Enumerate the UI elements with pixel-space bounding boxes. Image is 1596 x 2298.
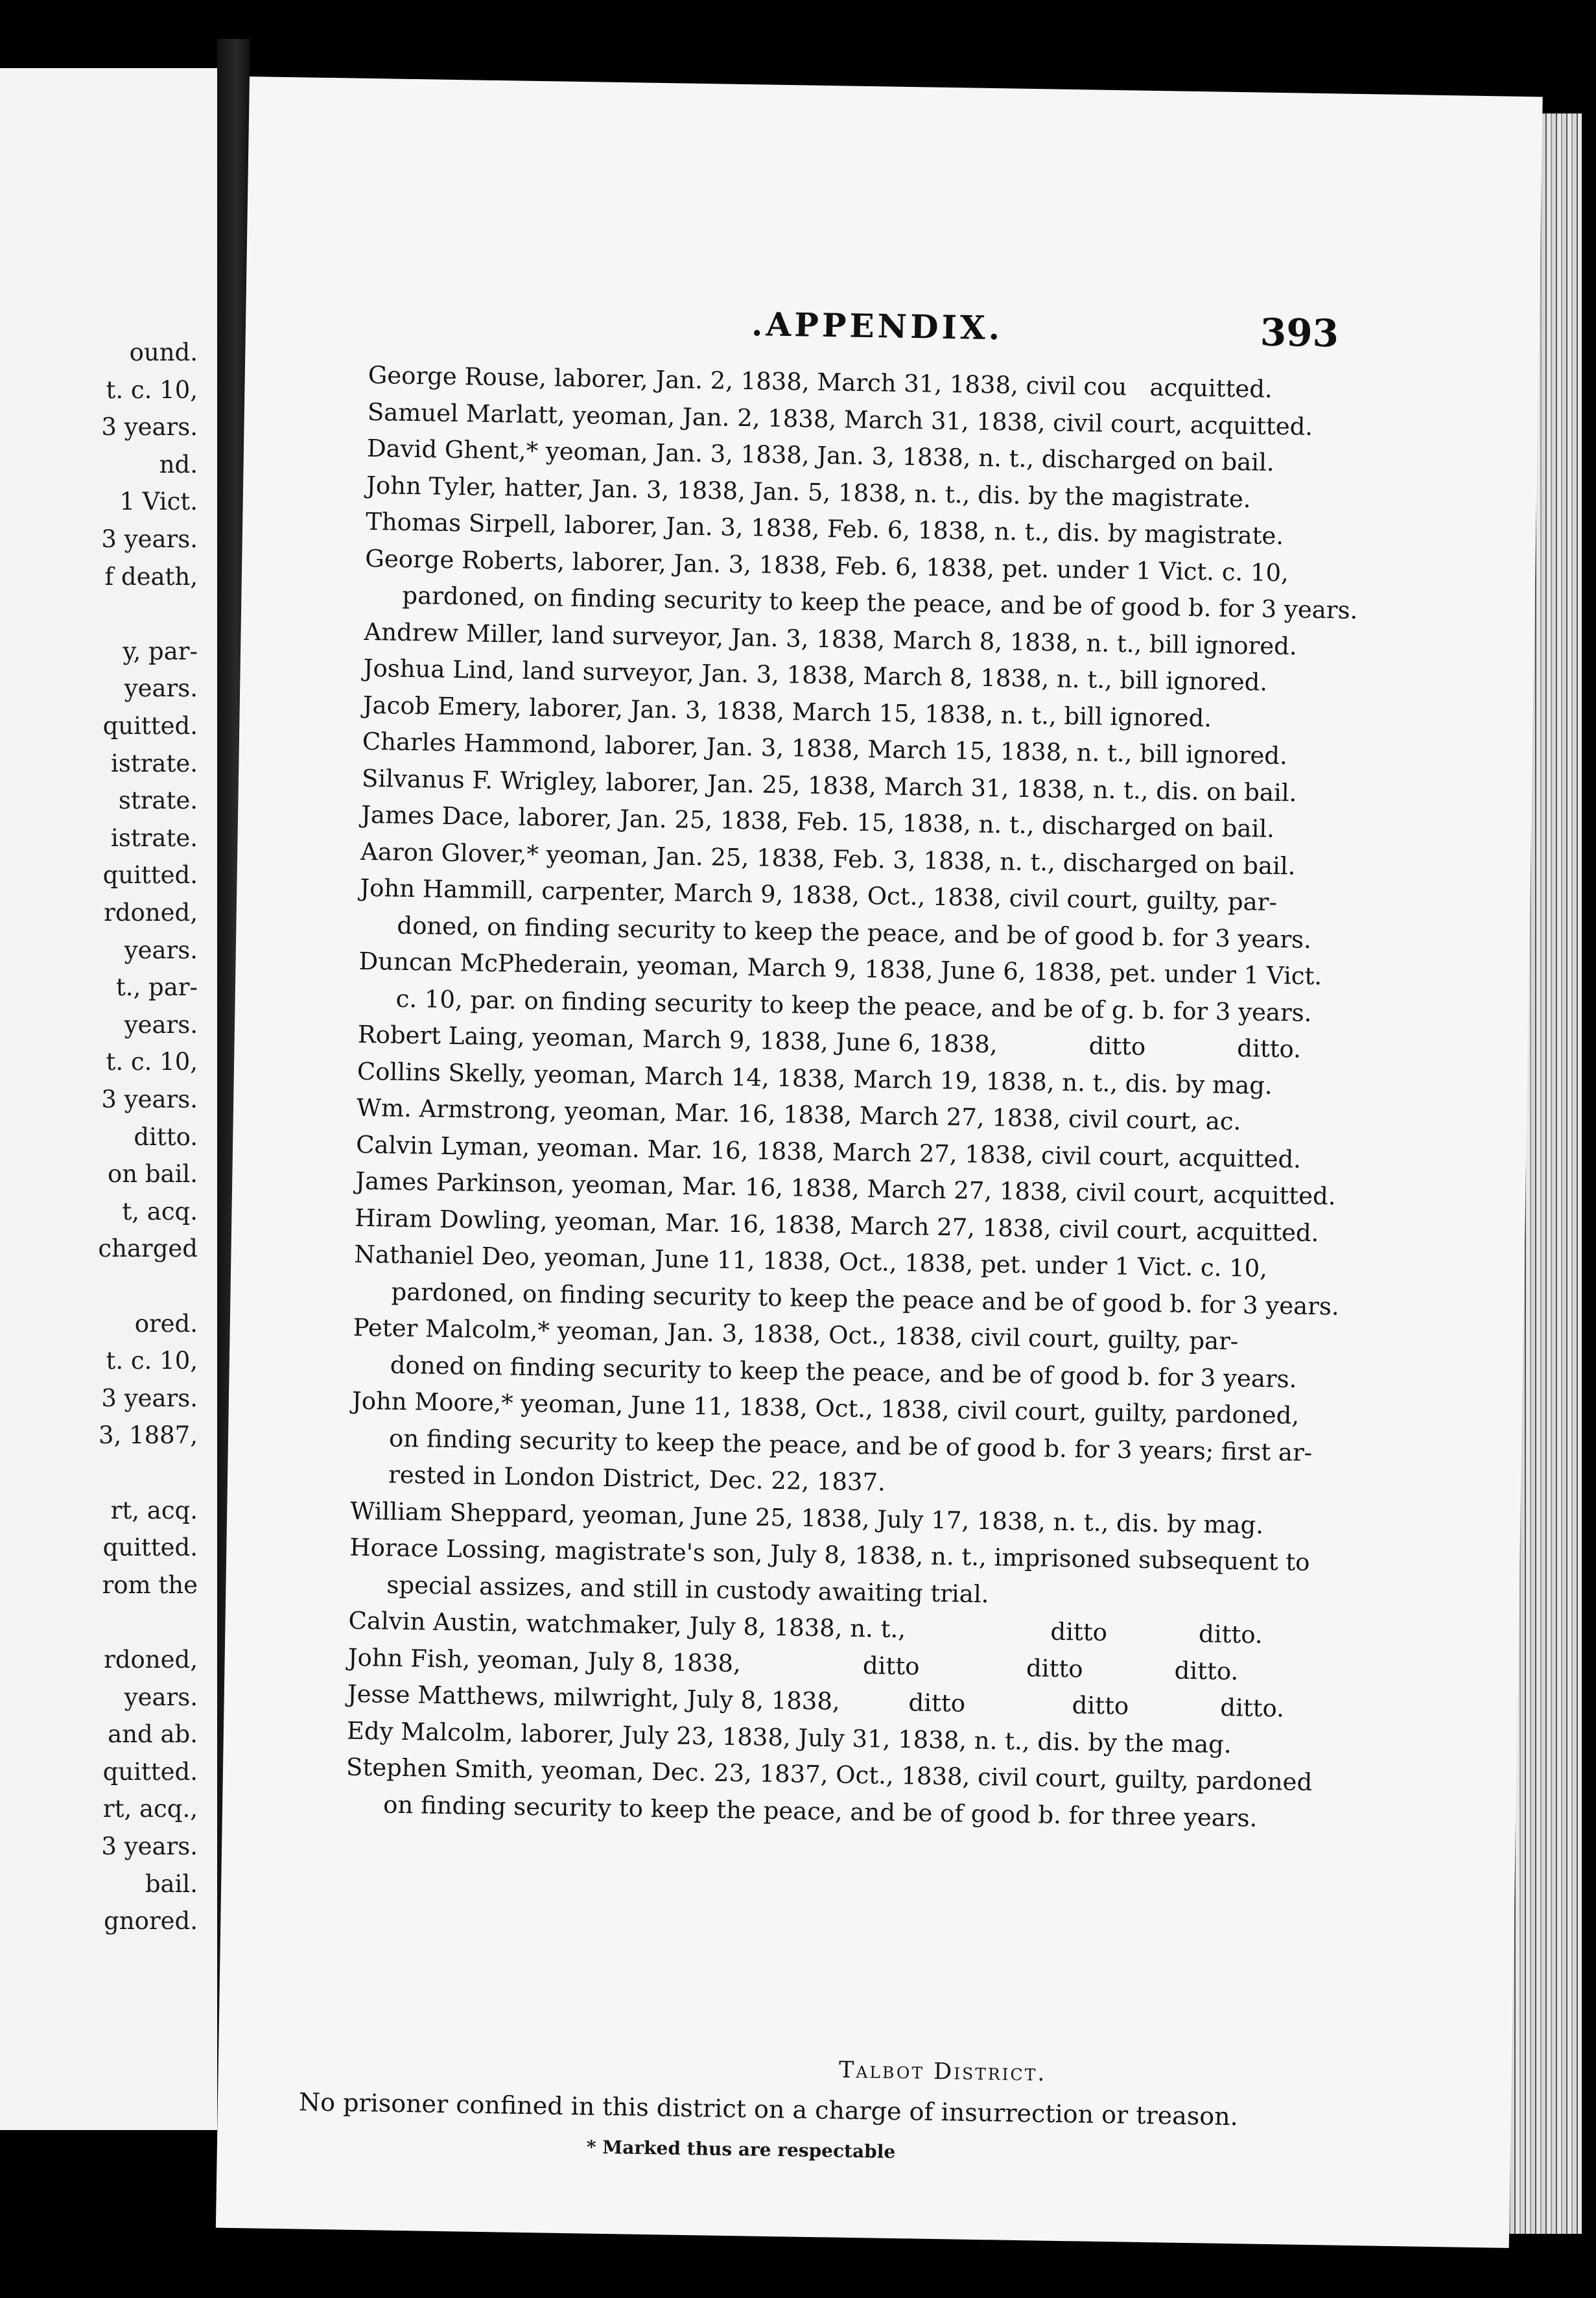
entry-line: Nathaniel Deo, yeoman, June 11, 1838, Oct., 1838, pet. under 1 Vict. c. 10, xyxy=(354,1240,1268,1283)
entry-line: John Tyler, hatter, Jan. 3, 1838, Jan. 5, 1838, n. t., dis. by the magistrate. xyxy=(366,471,1251,513)
entry-line: Duncan McPhederain, yeoman, March 9, 1838, June 6, 1838, pet. under 1 Vict. xyxy=(358,947,1322,991)
entry-line: John Hammill, carpenter, March 9, 1838, Oct., 1838, civil court, guilty, par- xyxy=(360,873,1278,917)
entry-line: Edy Malcolm, laborer, July 23, 1838, July 31, 1838, n. t., dis. by the mag. xyxy=(346,1716,1232,1759)
left-page-line: 3 years. xyxy=(101,1832,198,1860)
left-page-line: ound. xyxy=(129,338,198,366)
entry-line: George Roberts, laborer, Jan. 3, 1838, Feb. 6, 1838, pet. under 1 Vict. c. 10, xyxy=(365,544,1289,587)
entry-line: Samuel Marlatt, yeoman, Jan. 2, 1838, March 31, 1838, civil court, acquitted. xyxy=(367,397,1313,441)
entry-line: Stephen Smith, yeoman, Dec. 23, 1837, Oct., 1838, civil court, guilty, pardoned xyxy=(346,1753,1313,1797)
entry-line: Jesse Matthews, milwright, July 8, 1838, ditto ditto ditto. xyxy=(347,1679,1285,1723)
left-page-line: ored. xyxy=(134,1309,198,1338)
left-page-line: quitted. xyxy=(102,861,198,890)
left-page-line: years. xyxy=(124,1683,198,1711)
entry-line: Andrew Miller, land surveyor, Jan. 3, 1838, March 8, 1838, n. t., bill ignored. xyxy=(364,617,1298,660)
left-page-line: t. c. 10, xyxy=(106,1347,198,1375)
entry-line: David Ghent,* yeoman, Jan. 3, 1838, Jan. 3, 1838, n. t., discharged on bail. xyxy=(366,434,1275,477)
left-page-line: years. xyxy=(124,936,198,964)
left-page-line: 3 years. xyxy=(101,1085,198,1113)
entry-line: special assizes, and still in custody awaiting trial. xyxy=(386,1570,989,1608)
left-page-line: 3 years. xyxy=(101,1384,198,1412)
left-page-line: istrate. xyxy=(111,823,198,852)
entry-line: doned, on finding security to keep the peace, and be of good b. for 3 years. xyxy=(397,911,1312,954)
left-page-line: bail. xyxy=(145,1869,198,1898)
left-page-line: ditto. xyxy=(134,1122,198,1151)
entry-line: Joshua Lind, land surveyor, Jan. 3, 1838, March 8, 1838, n. t., bill ignored. xyxy=(363,654,1268,696)
left-facing-page xyxy=(0,68,217,2130)
left-page-line: charged xyxy=(98,1235,198,1263)
entry-line: rested in London District, Dec. 22, 1837. xyxy=(388,1460,886,1497)
section-note: No prisoner confined in this district on a charge of insurrection or treason. xyxy=(298,2087,1239,2131)
entry-line: on finding security to keep the peace, and be of good b. for three years. xyxy=(382,1790,1258,1832)
entry-line: Robert Laing, yeoman, March 9, 1838, June 6, 1838, ditto ditto. xyxy=(357,1020,1302,1063)
entry-line: Thomas Sirpell, laborer, Jan. 3, 1838, Feb. 6, 1838, n. t., dis. by magistrate. xyxy=(365,507,1284,551)
left-page-line: and ab. xyxy=(108,1720,198,1749)
entry-line: pardoned, on finding security to keep the peace, and be of good b. for 3 years. xyxy=(402,581,1358,624)
left-page-line: t., par- xyxy=(115,973,198,1002)
entry-line: James Parkinson, yeoman, Mar. 16, 1838, March 27, 1838, civil court, acquitted. xyxy=(355,1167,1336,1211)
running-title: .APPENDIX. xyxy=(751,305,1003,348)
left-page-line: rdoned, xyxy=(104,899,198,927)
left-page-line: quitted. xyxy=(102,1534,198,1562)
entry-line: George Rouse, laborer, Jan. 2, 1838, March 31, 1838, civil cou acquitted. xyxy=(368,361,1273,403)
left-page-line: nd. xyxy=(159,450,198,479)
left-page-line: t, acq. xyxy=(122,1197,198,1226)
main-page xyxy=(216,77,1543,2248)
page-number: 393 xyxy=(1260,310,1339,356)
entry-line: James Dace, laborer, Jan. 25, 1838, Feb. 15, 1838, n. t., discharged on bail. xyxy=(360,800,1275,843)
left-page-line: years. xyxy=(124,674,198,703)
left-page-line: quitted. xyxy=(102,712,198,740)
left-page-line: y, par- xyxy=(123,637,198,665)
left-page-line: strate. xyxy=(118,787,198,815)
left-page-line: t. c. 10, xyxy=(106,1048,198,1076)
left-page-line: t. c. 10, xyxy=(106,375,198,404)
footnote: * Marked thus are respectable xyxy=(586,2136,896,2163)
entry-line: Jacob Emery, laborer, Jan. 3, 1838, March 15, 1838, n. t., bill ignored. xyxy=(362,691,1212,732)
entry-line: on finding security to keep the peace, and be of good b. for 3 years; first ar- xyxy=(388,1424,1313,1467)
entry-line: Horace Lossing, magistrate's son, July 8, 1838, n. t., imprisoned subsequent to xyxy=(349,1533,1310,1576)
entry-line: Peter Malcolm,* yeoman, Jan. 3, 1838, Oct., 1838, civil court, guilty, par- xyxy=(353,1313,1239,1356)
left-page-line: quitted. xyxy=(102,1757,198,1786)
prisoner-entries xyxy=(346,357,1357,1838)
left-page-line: gnored. xyxy=(104,1907,198,1936)
entry-line: c. 10, par. on finding security to keep the peace, and be of g. b. for 3 years. xyxy=(395,984,1312,1027)
left-page-line: 3 years. xyxy=(101,413,198,442)
entry-line: Aaron Glover,* yeoman, Jan. 25, 1838, Feb. 3, 1838, n. t., discharged on bail. xyxy=(360,837,1296,880)
page-header xyxy=(246,297,1540,362)
entry-line: doned on finding security to keep the peace, and be of good b. for 3 years. xyxy=(390,1351,1297,1393)
left-page-line: rdoned, xyxy=(104,1646,198,1674)
entry-line: Collins Skelly, yeoman, March 14, 1838, March 19, 1838, n. t., dis. by mag. xyxy=(357,1057,1273,1100)
entry-line: Charles Hammond, laborer, Jan. 3, 1838, March 15, 1838, n. t., bill ignored. xyxy=(362,727,1288,770)
entry-line: Calvin Lyman, yeoman. Mar. 16, 1838, March 27, 1838, civil court, acquitted. xyxy=(355,1130,1302,1174)
entry-line: William Sheppard, yeoman, June 25, 1838, July 17, 1838, n. t., dis. by mag. xyxy=(349,1497,1264,1539)
entry-line: John Moore,* yeoman, June 11, 1838, Oct., 1838, civil court, guilty, pardoned, xyxy=(351,1386,1300,1430)
left-page-line: on bail. xyxy=(107,1160,198,1189)
entry-line: Calvin Austin, watchmaker, July 8, 1838, n. t., ditto ditto. xyxy=(348,1606,1263,1649)
left-page-line: f death, xyxy=(104,562,198,591)
entry-line: Hiram Dowling, yeoman, Mar. 16, 1838, March 27, 1838, civil court, acquitted. xyxy=(355,1203,1319,1247)
left-page-line: 3 years. xyxy=(101,525,198,553)
entry-line: pardoned, on finding security to keep the peace and be of good b. for 3 years. xyxy=(391,1277,1340,1321)
left-page-line: istrate. xyxy=(111,749,198,777)
left-page-line: 1 Vict. xyxy=(119,488,198,516)
left-page-line: years. xyxy=(124,1010,198,1039)
left-page-line: rt, acq. xyxy=(110,1496,198,1524)
left-page-line: rom the xyxy=(102,1570,198,1599)
left-page-line: rt, acq., xyxy=(102,1795,198,1823)
section-title: Talbot District. xyxy=(838,2057,1047,2087)
entry-line: Silvanus F. Wrigley, laborer, Jan. 25, 1838, March 31, 1838, n. t., dis. on bail. xyxy=(361,764,1297,807)
entry-line: John Fish, yeoman, July 8, 1838, ditto ditto ditto. xyxy=(347,1643,1239,1685)
entry-line: Wm. Armstrong, yeoman, Mar. 16, 1838, March 27, 1838, civil court, ac. xyxy=(356,1093,1241,1136)
left-page-line: 3, 1887, xyxy=(99,1421,198,1450)
